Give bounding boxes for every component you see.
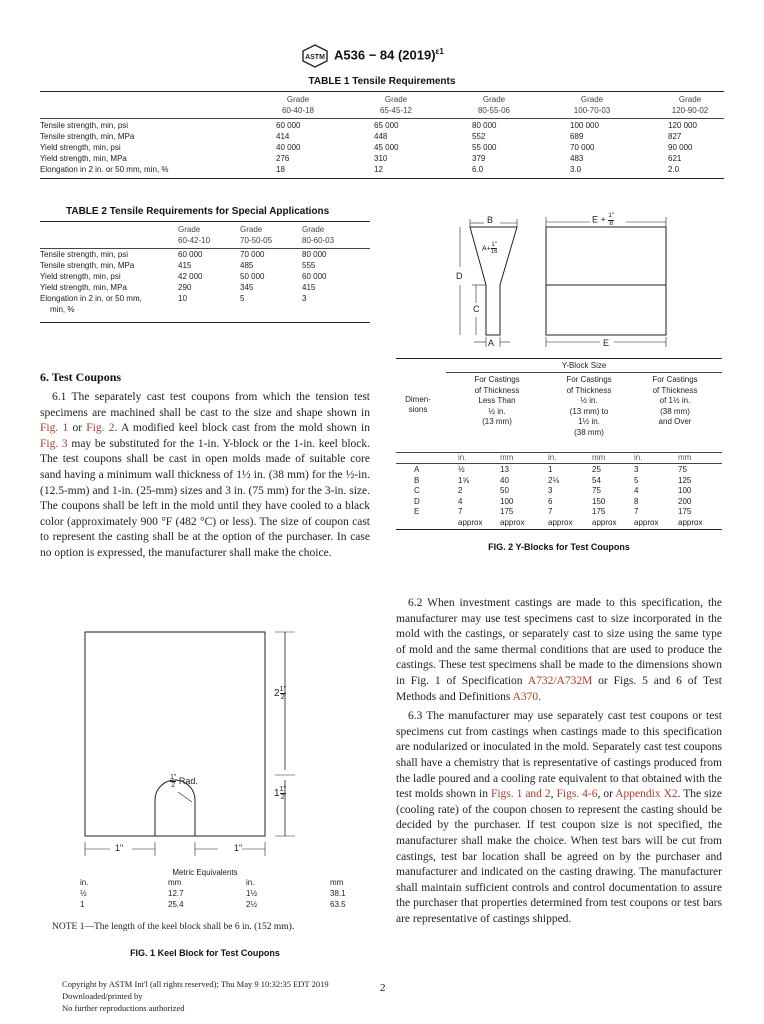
a732-link[interactable]: A732/A732M [527,674,593,687]
fig2-table-body [396,465,722,529]
table1-cell: 3.0 [570,165,582,174]
section6-right-text [396,596,722,931]
fig2-unit: mm [500,453,514,462]
table2-col-header [178,224,238,246]
fig2-cell: 8 [634,496,639,506]
table2-title: TABLE 2 Tensile Requirements for Special Applications [66,206,330,217]
fig2-col-header: For Castings of Thickness of 1½ in. (38 mm) and Over [652,375,698,426]
fig2-cell: 3 [548,486,553,495]
table1-row-label: Yield strength, min, MPa [40,154,127,163]
fig1-radius-label: $\frac{1"}{2}$ Rad. [170,774,198,789]
table2-cell: 415 [178,261,192,270]
table1-cell: 40 000 [276,143,301,152]
fig2-unit: in. [548,453,557,462]
designation-superscript: ε1 [435,47,444,56]
fig2-row-dim: A [414,465,420,474]
fig2-cell: 6 [548,496,553,506]
table1-title: TABLE 1 Tensile Requirements [308,76,456,87]
table1-col-code: 80-55-06 [477,106,511,115]
table1-cell: 621 [668,154,682,163]
table1-col-grade: Grade [482,95,506,104]
table1-col-code: 60-40-18 [281,106,315,115]
fig2-unit: in. [634,453,643,462]
fig1-caption: FIG. 1 Keel Block for Test Coupons [130,948,280,958]
fig2-cell: approx [458,517,483,527]
fig1-mid-dim: 1 $\frac{1"}{2}$ [274,786,286,801]
table2-body [40,250,370,320]
fig2-cell: approx [548,517,573,527]
fig2-cell: 7 [458,507,463,516]
fig1-metric-header: in. [246,878,255,887]
fig2-cell: 50 [500,486,509,495]
table1-row-label: Tensile strength, min, MPa [40,132,135,141]
table1-cell: 689 [570,132,584,141]
table1-cell: 120 000 [668,121,697,130]
table1-cell: 379 [472,154,486,163]
table1-row-label: Elongation in 2 in. or 50 mm, min, % [40,165,169,174]
fig1-metric-header: in. [80,878,89,887]
fig1-right-width: 1" [234,843,243,853]
fig2-cell: 175 [500,507,514,516]
table1-top-rule [40,91,724,92]
table2-col-grade: Grade [178,225,201,234]
fig1-link[interactable]: Fig. 1 [40,422,69,435]
table1-col-grade: Grade [580,95,604,104]
fig2-col-header: For Castings of Thickness Less Than ½ in. (13 mm) [474,375,520,426]
fig2-unit: mm [678,453,692,462]
table2-cell: 60 000 [178,250,203,259]
table2-header [40,224,370,248]
fig2-cell: approx [592,517,617,527]
fig2-cell: 125 [678,475,692,485]
section6-para2: 6.2 When investment castings are made to this specification, the manufacturer may use test specimens cast to size incorporated in the mold with the castings, or separately cast to size using the same type of mold and the same thermal conditions that are used to produce the castings. These test specimens shall be made to the dimensions shown in Fig. 1 of Specification A732/A732M or Figs. 5 and 6 of Test Methods and Definitions A370. [396,597,722,703]
fig2-row-dim: B [414,475,420,485]
fig2-label-A: A [488,338,495,348]
fig2-cell: 3 [634,465,639,474]
fig2-cell: approx [634,517,659,527]
fig2-cell: 150 [592,496,606,506]
fig2-label-E: E [603,338,610,348]
table1-col-grade: Grade [384,95,408,104]
table2-bottom-rule [40,322,370,323]
table2-cell: 3 [302,294,307,303]
table2-row-label: Yield strength, min, MPa [40,283,127,292]
fig1-metric-cell: 38.1 [330,889,346,898]
fig1-metric-title: Metric Equivalents [172,868,238,877]
fig2-table-header [396,375,722,443]
fig2-table-title: Y-Block Size [561,361,607,370]
fig2-table-top-rule [396,358,722,359]
fig2-cell: 7 [548,507,553,516]
document-designation: A536 − 84 (2019) [334,47,436,63]
table1-cell: 414 [276,132,290,141]
table2-col-code: 70-50-05 [240,236,273,245]
fig2-caption: FIG. 2 Y-Blocks for Test Coupons [488,542,630,552]
fig1-metric-cell: 1½ [246,889,258,898]
table1-bottom-rule [40,178,724,179]
a370-link[interactable]: A370 [512,690,539,703]
fig2-cell: 40 [500,475,509,485]
table1-cell: 18 [276,165,285,174]
fig2-cell: approx [678,517,703,527]
fig2-cell: 13 [500,465,509,474]
table2-cell: 485 [240,261,254,270]
table1-row-label: Tensile strength, min, psi [40,121,129,130]
fig2-link[interactable]: Fig. 2 [86,422,115,435]
table1-cell: 100 000 [570,121,599,130]
fig1-height-dim: 2 $\frac{1"}{2}$ [274,686,286,701]
table1-cell: 483 [570,154,584,163]
fig2-label-B: B [487,215,494,225]
table2-cell: 290 [178,283,192,292]
section6-para1: 6.1 The separately cast test coupons from which the tension test specimens are machined shall be cast to the size and shape shown in Fig. 1 or Fig. 2. A modified keel block cast from the mold shown in Fig. 3 may be substituted for the 1-in. Y-block or the 1-in. keel block. The test coupons shall be cast in open molds made of suitable core sand having a minimum wall thickness of 1½ in. (38 mm) for the ½-in. (12.5-mm) and 1-in. (25-mm) sizes and 3 in. (75 mm) for the 3-in. size. The coupons shall be left in the mold until they have cooled to a black color (approximately 900 °F (482 °C) or less). The size of coupon cast to represent the casting shall be at the option of the purchaser. In case no option is expressed, the manufacturer shall make the choice. [40,391,371,559]
appendix-x2-link[interactable]: Appendix X2 [615,788,678,801]
fig1-metric-cell: 25.4 [168,900,184,909]
table1-col-header [650,94,730,116]
fig2-cell: 4 [634,486,639,495]
table1-cell: 45 000 [374,143,399,152]
fig2-label-E-plus: E + $\frac{1"}{8}$ [592,212,615,227]
fig1-metric-header: mm [168,878,182,887]
figs-4-6-link[interactable]: Figs. 4-6 [556,788,598,801]
table1-cell: 90 000 [668,143,693,152]
fig1-note: NOTE 1—The length of the keel block shall be 6 in. (152 mm). [52,922,295,932]
fig2-cell: 1⅝ [458,475,470,485]
table2-col-code: 60-42-10 [178,236,211,245]
table2-cell: 5 [240,294,245,303]
fig2-label-A-top: A+ $\frac{1"}{16}$ [482,242,498,255]
fig2-dim-header: Dimen- sions [405,395,431,414]
table1-col-code: 120-90-02 [671,106,709,115]
fig2-cell: 175 [678,507,692,516]
section6-title: 6. Test Coupons [40,370,122,384]
table2-cell: 70 000 [240,250,265,259]
fig2-cell: approx [500,517,525,527]
fig2-row-dim: C [414,486,420,495]
table1-cell: 6.0 [472,165,484,174]
table2-col-header [240,224,300,246]
table1-col-header [258,94,338,116]
fig2-title-rule [446,372,722,373]
table2-cell: 42 000 [178,272,203,281]
table1-body [40,121,724,177]
table1-cell: 276 [276,154,290,163]
fig2-cell: 2 [458,486,463,495]
table2-row-label: Yield strength, min, psi [40,272,121,281]
figs-1-2-link[interactable]: Figs. 1 and 2 [490,788,551,801]
fig2-y-block-drawing [440,205,730,355]
fig1-metric-cell: 1 [80,900,85,909]
fig2-cell: 4 [458,496,463,506]
section6-para3: 6.3 The manufacturer may use separately cast test coupons or test specimens cut from castings when castings made to this specification are nodularized or inoculated in the mold. Separately cast test coupons shall have a chemistry that is representative of castings produced from the ladle poured and a cooling rate equivalent to that obtained with the test molds shown in Figs. 1 and 2, Figs. 4-6, or Appendix X2. The size (cooling rate) of the coupon chosen to represent the casting should be decided by the purchaser. If test coupon size is not specified, the manufacturer shall make the choice. When test bars will be cut from castings, test bar location shall be agreed on by the purchaser and manufacturer and indicated on the casting drawing. The manufacturer shall maintain sufficient controls and control documentation to assure the purchaser that properties determined from test coupons or test bars are representative of castings shipped. [396,710,723,925]
page-number: 2 [380,982,386,994]
table2-row-label: Tensile strength, min, MPa [40,261,135,270]
table2-header-rule [40,248,370,249]
table1-col-grade: Grade [286,95,310,104]
table2-cell: 10 [178,294,187,303]
fig2-cell: 2⅛ [548,475,560,485]
fig1-keel-block-drawing [60,630,340,862]
fig2-label-C: C [473,304,480,314]
fig2-unit: mm [592,453,606,462]
table1-col-code: 100-70-03 [573,106,611,115]
fig2-cell: 100 [500,496,514,506]
fig1-metric-cell: 12.7 [168,889,184,898]
table2-col-code: 80-60-03 [302,236,335,245]
table1-cell: 827 [668,132,682,141]
fig2-col-header: For Castings of Thickness ½ in. (13 mm) to 1½ in. (38 mm) [566,375,612,437]
table1-cell: 552 [472,132,486,141]
table2-row-label-cont: min, % [50,305,75,314]
table1-header-rule [40,118,724,119]
fig2-cell: 100 [678,486,692,495]
fig2-cell: 54 [592,475,601,485]
table1-cell: 70 000 [570,143,595,152]
fig2-cell: 25 [592,465,601,474]
astm-logo-text: ASTM [305,54,325,61]
fig2-cell: 1 [548,465,553,474]
document-header [300,44,500,68]
footer-line1: Copyright by ASTM Int'l (all rights reserved); Thu May 9 10:32:35 EDT 2019 [62,979,329,989]
table2-cell: 80 000 [302,250,327,259]
table2-col-grade: Grade [302,225,325,234]
table2-col-header [302,224,362,246]
table2-cell: 415 [302,283,316,292]
table1-cell: 60 000 [276,121,301,130]
table1-cell: 55 000 [472,143,497,152]
table1-cell: 80 000 [472,121,497,130]
fig1-metric-header: mm [330,878,344,887]
astm-logo-icon [300,44,330,68]
table1-col-header [356,94,436,116]
table1-col-code: 65-45-12 [379,106,413,115]
table2-cell: 50 000 [240,272,265,281]
table2-row-label: Tensile strength, min, psi [40,250,129,259]
table1-col-grade: Grade [678,95,702,104]
table1-cell: 12 [374,165,383,174]
table2-cell: 60 000 [302,272,327,281]
fig2-cell: 200 [678,496,692,506]
fig1-metric-cell: 2½ [246,900,258,909]
table2-col-grade: Grade [240,225,263,234]
table1-row-label: Yield strength, min, psi [40,143,121,152]
table2-row-label: Elongation in 2 in. or 50 mm, [40,294,142,303]
fig1-metric-table [40,878,370,914]
table1-cell: 65 000 [374,121,399,130]
table1-cell: 310 [374,154,388,163]
table1-cell: 2.0 [668,165,680,174]
fig2-cell: 175 [592,507,606,516]
fig2-label-D: D [456,271,463,281]
table1-col-header [552,94,632,116]
fig2-table-bottom-rule [396,529,722,530]
table1-col-header [454,94,534,116]
fig2-cell: 5 [634,475,639,485]
footer-line3: No further reproductions authorized [62,1003,185,1013]
fig1-metric-cell: ½ [80,889,87,898]
fig2-units-row [396,453,722,463]
table1-cell: 448 [374,132,388,141]
table2-top-rule [40,221,370,222]
fig1-metric-cell: 63.5 [330,900,346,909]
table2-cell: 555 [302,261,316,270]
table2-cell: 345 [240,283,254,292]
fig2-cell: 7 [634,507,639,516]
fig3-link[interactable]: Fig. 3 [40,437,68,450]
fig1-left-width: 1" [115,843,124,853]
footer-line2: Downloaded/printed by [62,991,143,1001]
fig2-unit: in. [458,453,467,462]
table1-header [40,94,724,118]
fig2-cell: 75 [678,465,687,474]
fig2-row-dim: E [414,507,420,516]
fig2-cell: 75 [592,486,601,495]
fig2-cell: ½ [458,465,465,474]
footer-copyright [62,978,329,1014]
fig2-row-dim: D [414,496,420,506]
fig2-units-bottom-rule [396,463,722,464]
